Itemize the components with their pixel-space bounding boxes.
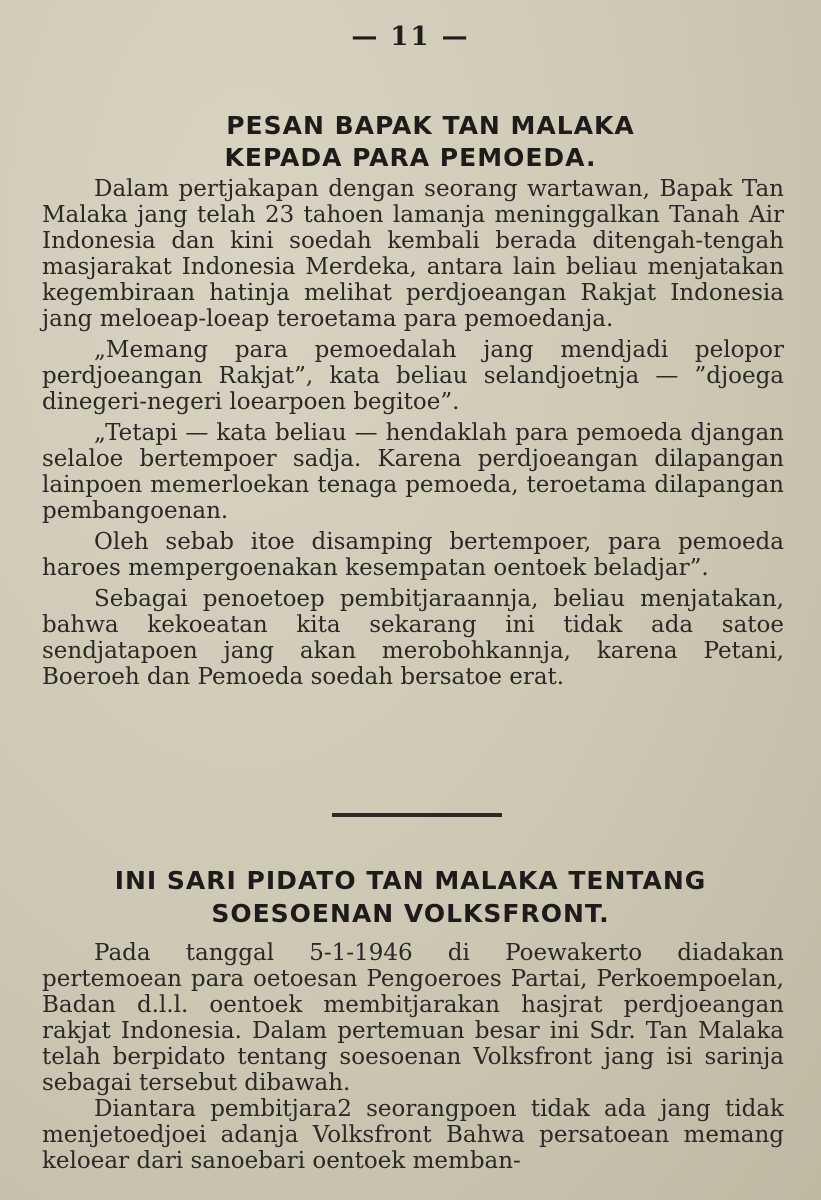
section1-title-line1: PESAN BAPAK TAN MALAKA (226, 111, 635, 140)
page-number: — 11 — (351, 22, 470, 52)
section2-paragraph: Pada tanggal 5-1-1946 di Poewakerto diadakan pertemoean para oetoesan Pengoeroes Partai, Perkoempoelan, Badan d.l.l. oentoek membitjarakan hasjrat perdjoeangan rakjat Indonesia. Dalam pertemuan besar ini Sdr. Tan Malaka telah berpidato tentang soesoenan Volksfront jang isi sarinja sebagai tersebut dibawah. (42, 940, 784, 1096)
section1-paragraph: Oleh sebab itoe disamping bertempoer, para pemoeda haroes mempergoenakan kesempatan oentoek beladjar”. (42, 529, 784, 581)
section2-title-line1: INI SARI PIDATO TAN MALAKA TENTANG (114, 866, 707, 895)
section2-body (42, 940, 784, 1174)
section1-title-line2: KEPADA PARA PEMOEDA. (224, 143, 597, 172)
section1-paragraph: Dalam pertjakapan dengan seorang wartawan, Bapak Tan Malaka jang telah 23 tahoen lamanja meninggalkan Tanah Air Indonesia dan kini soedah kembali berada ditengah-tengah masjarakat Indonesia Merdeka, antara lain beliau menjatakan kegembiraan hatinja melihat perdjoeangan Rakjat Indonesia jang meloeap-loeap teroetama para pemoedanja. (42, 176, 784, 332)
section1-body (42, 176, 784, 690)
section1-paragraph: Sebagai penoetoep pembitjaraannja, beliau menjatakan, bahwa kekoeatan kita sekarang ini tidak ada satoe sendjatapoen jang akan merobohkannja, karena Petani, Boeroeh dan Pemoeda soedah bersatoe erat. (42, 586, 784, 690)
section1-paragraph: „Tetapi — kata beliau — hendaklah para pemoeda djangan selaloe bertempoer sadja. Karena perdjoeangan dilapangan lainpoen memerloekan tenaga pemoeda, teroetama dilapangan pembangoenan. (42, 420, 784, 524)
section1-paragraph: „Memang para pemoedalah jang mendjadi pelopor perdjoeangan Rakjat”, kata beliau selandjoetnja — ”djoega dinegeri-negeri loearpoen begitoe”. (42, 337, 784, 415)
section2-paragraph: Diantara pembitjara2 seorangpoen tidak ada jang tidak menjetoedjoei adanja Volksfront Bahwa persatoean memang keloear dari sanoebari oentoek memban- (42, 1096, 784, 1174)
section-divider (332, 813, 502, 817)
section2-title-line2: SOESOENAN VOLKSFRONT. (211, 899, 610, 928)
